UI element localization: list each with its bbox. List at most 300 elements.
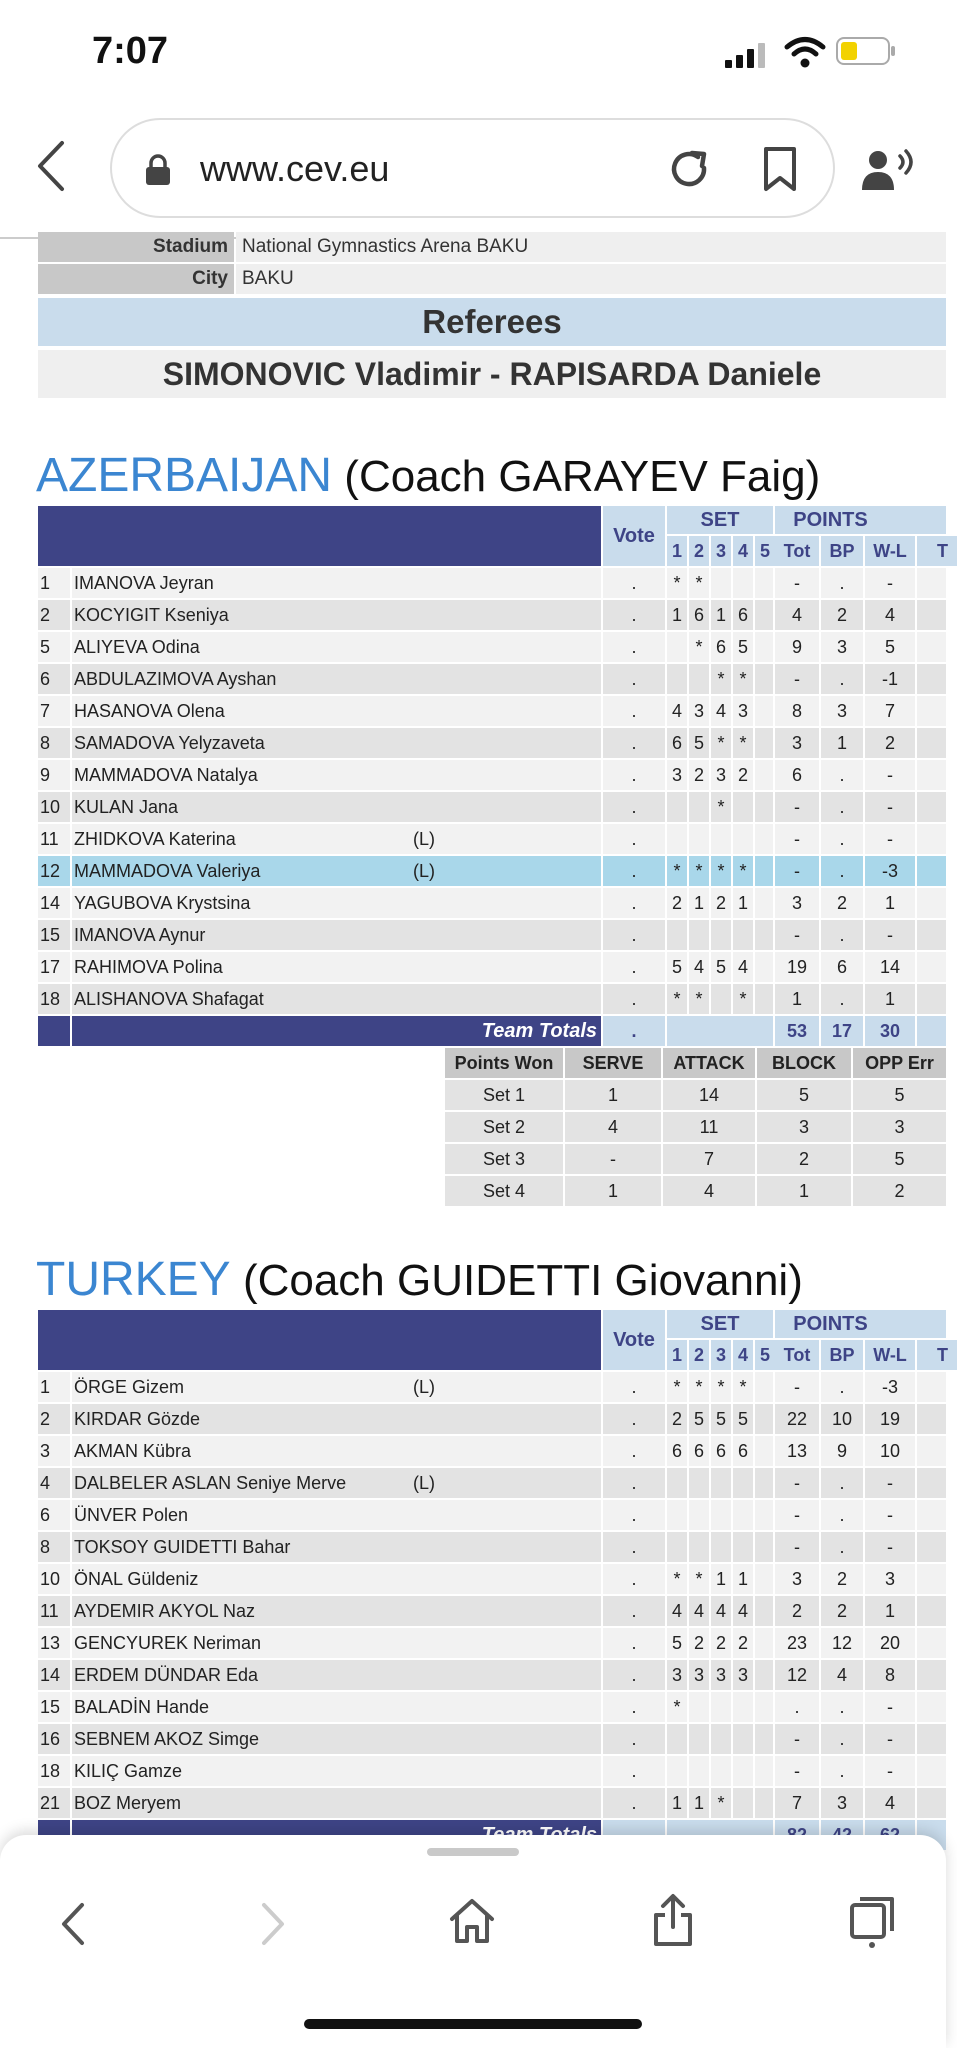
vote-cell: . (631, 797, 637, 817)
wl-cell: - (887, 829, 893, 849)
bp-cell: . (839, 797, 845, 817)
player-number: 12 (40, 861, 61, 881)
set-3-cell: * (717, 797, 725, 817)
table-row[interactable] (38, 1404, 946, 1434)
bottom-toolbar (0, 1835, 946, 2048)
vote-header: Vote (603, 506, 665, 566)
set-2-cell: 4 (693, 957, 704, 977)
cell-divider (915, 1468, 917, 1498)
player-name[interactable]: ÜNVER Polen (74, 1505, 189, 1525)
set-4-cell (733, 1468, 753, 1498)
set-5-cell (755, 632, 775, 662)
cell-divider (915, 920, 917, 950)
table-row[interactable] (38, 1468, 946, 1498)
set-2-cell (689, 824, 709, 854)
cell-divider (70, 760, 72, 790)
set-1-cell: 6 (671, 1441, 682, 1461)
set-2-cell (689, 920, 709, 950)
set-4-cell (733, 568, 753, 598)
set-5-cell (755, 1788, 775, 1818)
player-number: 7 (40, 701, 51, 721)
vote-cell: . (631, 1601, 637, 1621)
cell-divider (70, 1532, 72, 1562)
tot-cell: - (794, 861, 800, 881)
tot-cell: - (794, 1377, 800, 1397)
player-name[interactable]: MAMMADOVA Valeriya (74, 861, 261, 881)
set-1-cell (667, 1756, 687, 1786)
player-name[interactable]: KULAN Jana (74, 797, 179, 817)
set-1-cell (667, 664, 687, 694)
set-5-cell (755, 1436, 775, 1466)
totals-vote: . (603, 1016, 665, 1046)
cell-divider (915, 1756, 917, 1786)
bp-cell: 2 (836, 605, 847, 625)
set-4-cell: 4 (737, 957, 748, 977)
set-2-cell: 4 (693, 1601, 704, 1621)
tot-cell: 4 (791, 605, 802, 625)
wl-cell: 8 (884, 1665, 895, 1685)
player-name[interactable]: ABDULAZIMOVA Ayshan (74, 669, 277, 689)
table-row[interactable] (38, 952, 946, 982)
points-won-cell: 5 (853, 1144, 946, 1174)
player-number: 18 (40, 989, 61, 1009)
table-row[interactable] (38, 792, 946, 822)
wl-cell: 1 (884, 893, 895, 913)
points-won-cell: 1 (565, 1176, 661, 1206)
table-row[interactable] (38, 600, 946, 630)
set-4-cell (733, 1500, 753, 1530)
table-row[interactable] (38, 984, 946, 1014)
set-5-cell (755, 696, 775, 726)
set-4-cell: * (739, 1377, 747, 1397)
points-header: POINTS (775, 506, 946, 534)
player-name[interactable]: ALISHANOVA Shafagat (74, 989, 264, 1009)
set-4-cell: 3 (737, 1665, 748, 1685)
vote-cell: . (631, 925, 637, 945)
libero-flag (413, 1596, 453, 1626)
set-5-cell (755, 1756, 775, 1786)
speaker-person-icon[interactable] (862, 148, 918, 192)
bp-header: BP (821, 536, 863, 566)
player-name[interactable]: TOKSOY GUIDETTI Bahar (74, 1537, 291, 1557)
player-name[interactable]: HASANOVA Olena (74, 701, 225, 721)
wifi-icon (785, 36, 825, 68)
player-name[interactable]: KIRDAR Gözde (74, 1409, 201, 1429)
table-row[interactable] (38, 1596, 946, 1626)
tot-cell: - (794, 797, 800, 817)
bp-cell: . (839, 1697, 845, 1717)
player-name[interactable]: ÖNAL Güldeniz (74, 1569, 199, 1589)
set-3-cell: * (717, 733, 725, 753)
set-5-cell (755, 952, 775, 982)
points-won-cell: 4 (565, 1112, 661, 1142)
set-3-cell: * (717, 669, 725, 689)
vote-cell: . (631, 1761, 637, 1781)
player-number: 6 (40, 1505, 51, 1525)
table-row[interactable] (38, 1724, 946, 1754)
set-5-cell (755, 792, 775, 822)
set-4-cell: * (739, 733, 747, 753)
referees-title: Referees (38, 298, 946, 346)
table-row[interactable] (38, 568, 946, 598)
table-row[interactable] (38, 1628, 946, 1658)
referees-names: SIMONOVIC Vladimir - RAPISARDA Daniele (38, 350, 946, 398)
set-3-cell: 2 (715, 1633, 726, 1653)
url-text[interactable]: www.cev.eu (200, 148, 390, 189)
player-number: 10 (40, 1569, 61, 1589)
libero-flag: (L) (413, 861, 435, 881)
bp-cell: . (839, 669, 845, 689)
set-5-cell (755, 600, 775, 630)
wl-cell: - (887, 1761, 893, 1781)
cell-divider (915, 1404, 917, 1434)
set-2-cell: * (695, 573, 703, 593)
cell-divider (915, 568, 917, 598)
header-bar (38, 506, 601, 566)
points-won-cell: Set 3 (445, 1144, 563, 1174)
set-1-cell: 5 (671, 1633, 682, 1653)
table-row[interactable] (38, 1692, 946, 1722)
vote-cell: . (631, 573, 637, 593)
points-won-cell: 14 (663, 1080, 755, 1110)
set-5-cell (755, 1468, 775, 1498)
points-won-header: OPP Err (853, 1048, 946, 1078)
vote-cell: . (631, 957, 637, 977)
wl-cell: 7 (884, 701, 895, 721)
reload-icon[interactable] (668, 148, 712, 192)
set-3-cell (711, 984, 731, 1014)
cell-divider (70, 1564, 72, 1594)
table-row[interactable] (38, 1372, 946, 1402)
tot-cell: 19 (786, 957, 808, 977)
stadium-label: Stadium (38, 232, 234, 262)
set-2-header: 2 (689, 536, 709, 566)
cell-divider (915, 664, 917, 694)
libero-flag (413, 1788, 453, 1818)
home-icon[interactable] (448, 1897, 496, 1945)
set-4-cell: 4 (737, 1601, 748, 1621)
bp-cell: . (839, 1537, 845, 1557)
set-4-cell: 1 (737, 1569, 748, 1589)
cell-divider (915, 1628, 917, 1658)
points-won-cell: 7 (663, 1144, 755, 1174)
bp-cell: 3 (836, 701, 847, 721)
tot-cell: 13 (786, 1441, 808, 1461)
tot-cell: - (794, 1473, 800, 1493)
cell-divider (915, 1532, 917, 1562)
table-row[interactable] (38, 1532, 946, 1562)
points-won-cell: 4 (663, 1176, 755, 1206)
player-name[interactable]: IMANOVA Aynur (74, 925, 206, 945)
set-3-cell: 2 (715, 893, 726, 913)
wl-cell: - (887, 1473, 893, 1493)
player-name[interactable]: AYDEMIR AKYOL Naz (74, 1601, 256, 1621)
set-5-cell (755, 984, 775, 1014)
tot-cell: 22 (786, 1409, 808, 1429)
nav-back-icon[interactable] (58, 1901, 88, 1947)
t-header: T (917, 536, 957, 566)
table-row[interactable] (38, 664, 946, 694)
table-row[interactable] (38, 1436, 946, 1466)
points-won-cell: 3 (757, 1112, 851, 1142)
status-bar (0, 0, 946, 100)
set-2-cell: 2 (693, 1633, 704, 1653)
table-header (38, 1310, 946, 1370)
player-number: 4 (40, 1473, 51, 1493)
player-name[interactable]: IMANOVA Jeyran (74, 573, 214, 593)
bp-cell: . (839, 925, 845, 945)
set-1-cell (667, 920, 687, 950)
nav-forward-icon[interactable] (258, 1901, 288, 1947)
player-name[interactable]: ÖRGE Gizem (74, 1377, 185, 1397)
wl-cell: - (887, 765, 893, 785)
cell-divider (915, 984, 917, 1014)
table-row[interactable] (38, 696, 946, 726)
set-3-cell: 4 (715, 701, 726, 721)
tot-cell: 7 (791, 1793, 802, 1813)
table-row[interactable] (38, 1756, 946, 1786)
set-5-cell (755, 1372, 775, 1402)
set-5-cell (755, 920, 775, 950)
wl-cell: 10 (879, 1441, 901, 1461)
table-row[interactable] (38, 920, 946, 950)
bp-cell: . (839, 1729, 845, 1749)
vote-cell: . (631, 1377, 637, 1397)
player-name[interactable]: SAMADOVA Yelyzaveta (74, 733, 265, 753)
player-name[interactable]: BALADİN Hande (74, 1697, 210, 1717)
tot-cell: - (794, 669, 800, 689)
table-row[interactable] (38, 1564, 946, 1594)
tot-cell: - (794, 925, 800, 945)
bp-cell: . (839, 1377, 845, 1397)
libero-flag (413, 920, 453, 950)
cell-divider (70, 1436, 72, 1466)
cell-divider (915, 1596, 917, 1626)
wl-cell: - (887, 925, 893, 945)
table-header (38, 506, 946, 566)
bookmark-icon[interactable] (762, 146, 798, 192)
points-won-cell: 5 (757, 1080, 851, 1110)
back-icon[interactable] (36, 140, 66, 192)
table-row[interactable] (38, 856, 946, 886)
points-header: POINTS (775, 1310, 946, 1338)
vote-cell: . (631, 1409, 637, 1429)
player-number: 15 (40, 1697, 61, 1717)
set-1-cell: 2 (671, 893, 682, 913)
player-name[interactable]: GENCYUREK Neriman (74, 1633, 262, 1653)
tot-cell: - (794, 1729, 800, 1749)
libero-flag (413, 1724, 453, 1754)
bp-cell: 2 (836, 893, 847, 913)
set-5-cell (755, 760, 775, 790)
set-4-cell: 6 (737, 1441, 748, 1461)
vote-cell: . (631, 829, 637, 849)
wl-cell: 19 (879, 1409, 901, 1429)
wl-cell: - (887, 797, 893, 817)
libero-flag (413, 888, 453, 918)
libero-flag (413, 1532, 453, 1562)
wl-cell: -3 (881, 861, 898, 881)
team-totals-row (38, 1016, 946, 1046)
team1-heading (36, 448, 820, 503)
tot-cell: 8 (791, 701, 802, 721)
libero-flag (413, 1436, 453, 1466)
set-4-cell: * (739, 989, 747, 1009)
set-1-cell: * (673, 1569, 681, 1589)
player-number: 15 (40, 925, 61, 945)
libero-flag (413, 760, 453, 790)
tabs-icon[interactable] (848, 1895, 896, 1949)
set-3-cell (711, 824, 731, 854)
vote-cell: . (631, 1665, 637, 1685)
set-4-cell (733, 1788, 753, 1818)
set-3-cell: 6 (715, 637, 726, 657)
wl-cell: -1 (881, 669, 898, 689)
set-3-cell: 6 (715, 1441, 726, 1461)
points-won-cell: 2 (853, 1176, 946, 1206)
table-row[interactable] (38, 1660, 946, 1690)
set-1-cell: 3 (671, 1665, 682, 1685)
set-5-cell (755, 1404, 775, 1434)
team1-name[interactable]: AZERBAIJAN (36, 449, 333, 502)
table-row[interactable] (38, 728, 946, 758)
signal-icon (725, 42, 769, 68)
points-won-cell: Set 2 (445, 1112, 563, 1142)
player-name[interactable]: ERDEM DÜNDAR Eda (74, 1665, 259, 1685)
cell-divider (915, 1660, 917, 1690)
cell-divider (70, 696, 72, 726)
wl-cell: - (887, 573, 893, 593)
wl-cell: - (887, 1697, 893, 1717)
set-4-cell: 2 (737, 1633, 748, 1653)
libero-flag (413, 1404, 453, 1434)
bp-cell: . (839, 573, 845, 593)
tot-cell: 9 (791, 637, 802, 657)
set-1-cell (667, 792, 687, 822)
points-won-header: BLOCK (757, 1048, 851, 1078)
player-name[interactable]: RAHIMOVA Polina (74, 957, 223, 977)
cell-divider (915, 760, 917, 790)
set-2-cell: 1 (693, 893, 704, 913)
player-name[interactable]: SEBNEM AKOZ Simge (74, 1729, 260, 1749)
table-row[interactable] (38, 632, 946, 662)
player-number: 16 (40, 1729, 61, 1749)
set-1-cell (667, 1500, 687, 1530)
set-2-header: 2 (689, 1340, 709, 1370)
set-1-cell (667, 1532, 687, 1562)
set-2-cell: 6 (693, 1441, 704, 1461)
player-name[interactable]: BOZ Meryem (74, 1793, 182, 1813)
table-row[interactable] (38, 1788, 946, 1818)
set-3-cell (711, 1500, 731, 1530)
home-indicator[interactable] (304, 2019, 642, 2029)
cell-divider (915, 856, 917, 886)
cell-divider (70, 920, 72, 950)
table-row[interactable] (38, 760, 946, 790)
bp-header: BP (821, 1340, 863, 1370)
set-1-cell: 4 (671, 1601, 682, 1621)
totals-bp: 17 (821, 1016, 863, 1046)
set-5-cell (755, 664, 775, 694)
set-2-cell: * (695, 1377, 703, 1397)
set-5-cell (755, 1596, 775, 1626)
cell-divider (70, 1660, 72, 1690)
set-3-cell (711, 1468, 731, 1498)
city-label: City (38, 264, 234, 294)
set-4-cell: * (739, 861, 747, 881)
player-name[interactable]: DALBELER ASLAN Seniye Merve (74, 1473, 347, 1493)
tot-cell: 3 (791, 893, 802, 913)
wl-cell: 4 (884, 1793, 895, 1813)
vote-cell: . (631, 701, 637, 721)
bp-cell: 2 (836, 1569, 847, 1589)
tot-cell: 3 (791, 1569, 802, 1589)
set-4-cell: 1 (737, 893, 748, 913)
bp-cell: 6 (836, 957, 847, 977)
bp-cell: 4 (836, 1665, 847, 1685)
table-row[interactable] (38, 824, 946, 854)
vote-cell: . (631, 765, 637, 785)
player-number: 11 (40, 1601, 59, 1621)
table-row[interactable] (38, 1500, 946, 1530)
player-name[interactable]: AKMAN Kübra (74, 1441, 192, 1461)
cell-divider (915, 1692, 917, 1722)
set-3-cell (711, 920, 731, 950)
team-totals-label: Team Totals (72, 1016, 601, 1046)
vote-cell: . (631, 861, 637, 881)
player-name[interactable]: KILIÇ Gamze (74, 1761, 183, 1781)
player-name[interactable]: YAGUBOVA Krystsina (74, 893, 251, 913)
player-number: 3 (40, 1441, 51, 1461)
totals-wl: 30 (865, 1016, 915, 1046)
points-won-cell: Set 1 (445, 1080, 563, 1110)
libero-flag (413, 728, 453, 758)
tot-cell: 6 (791, 765, 802, 785)
share-icon[interactable] (652, 1893, 694, 1947)
bp-cell: . (839, 1761, 845, 1781)
tot-cell: 12 (786, 1665, 808, 1685)
sheet-grabber[interactable] (427, 1848, 519, 1856)
wl-cell: 20 (879, 1633, 901, 1653)
team2-name[interactable]: TURKEY (36, 1253, 231, 1306)
set-1-cell: * (673, 1377, 681, 1397)
player-number: 10 (40, 797, 61, 817)
player-name[interactable]: KOCYIGIT Kseniya (74, 605, 229, 625)
player-name[interactable]: ZHIDKOVA Katerina (74, 829, 236, 849)
cell-divider (70, 984, 72, 1014)
set-4-cell (733, 920, 753, 950)
player-name[interactable]: MAMMADOVA Natalya (74, 765, 258, 785)
set-4-cell (733, 1532, 753, 1562)
set-header: SET (667, 506, 773, 534)
vote-cell: . (631, 1441, 637, 1461)
set-5-cell (755, 1564, 775, 1594)
player-number: 11 (40, 829, 59, 849)
set-1-cell (667, 824, 687, 854)
vote-cell: . (631, 893, 637, 913)
libero-flag (413, 664, 453, 694)
cell-divider (70, 792, 72, 822)
player-name[interactable]: ALIYEVA Odina (74, 637, 200, 657)
set-5-cell (755, 1628, 775, 1658)
table-row[interactable] (38, 888, 946, 918)
set-2-cell: 3 (693, 701, 704, 721)
set-4-cell: 2 (737, 765, 748, 785)
points-won-cell: 3 (853, 1112, 946, 1142)
set-header: SET (667, 1310, 773, 1338)
set-5-cell (755, 1500, 775, 1530)
set-4-cell: 5 (737, 1409, 748, 1429)
